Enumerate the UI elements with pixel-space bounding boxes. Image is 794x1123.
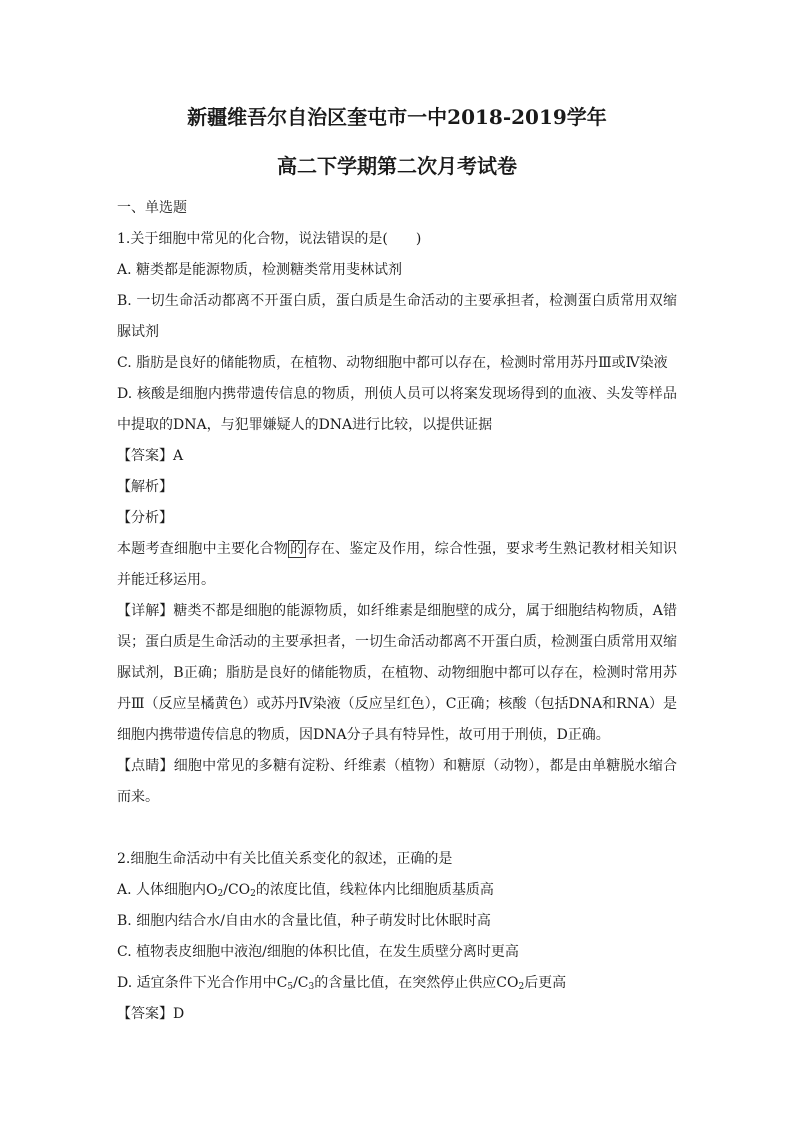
- q1-stem: 1.关于细胞中常见的化合物，说法错误的是( ): [117, 231, 422, 247]
- q1-dianjing: 【点睛】细胞中常见的多糖有淀粉、纤维素（植物）和糖原（动物），都是由单糖脱水缩合而来。: [117, 758, 677, 805]
- q2-a-text-mid: /CO: [223, 882, 251, 898]
- q1-option-b: B. 一切生命活动都离不开蛋白质，蛋白质是生命活动的主要承担者，检测蛋白质常用双缩脲试剂: [117, 293, 677, 340]
- q2-d-text: D. 适宜条件下光合作用中C: [117, 975, 288, 991]
- q2-d-sub2: 3: [308, 982, 315, 992]
- q2-d-sub1: 5: [287, 982, 294, 992]
- exam-title-line1: 新疆维吾尔自治区奎屯市一中2018-2019学年: [187, 105, 607, 129]
- exam-page: [117, 98, 677, 1030]
- q2-answer: 【答案】D: [117, 1006, 185, 1022]
- q1-jiexi-label: 【解析】: [117, 479, 173, 495]
- q1-answer: 【答案】A: [117, 448, 184, 464]
- q1-fenxi-text: [117, 534, 677, 596]
- question-gap: [117, 813, 677, 844]
- fenxi-text-start: 本题考查细胞中主要化合物: [117, 541, 289, 557]
- q1-detail: 【详解】糖类不都是细胞的能源物质，如纤维素是细胞壁的成分，属于细胞结构物质，A错误；蛋白质是生命活动的主要承担者，一切生命活动都离不开蛋白质，检测蛋白质常用双缩脲试剂，B正确；脂肪是良好的储能物质，在植物、动物细胞中都可以存在，检测时常用苏丹Ⅲ（反应呈橘黄色）或苏丹Ⅳ染液（反应呈红色），C正确；核酸（包括DNA和RNA）是细胞内携带遗传信息的物质，因DNA分子具有特异性，故可用于刑侦，D正确。: [117, 603, 677, 743]
- q2-d-text-mid2: 的含量比值，在突然停止供应CO: [314, 975, 519, 991]
- q2-option-c: C. 植物表皮细胞中液泡/细胞的体积比值，在发生质壁分离时更高: [117, 944, 519, 960]
- q2-option-a: [117, 875, 677, 906]
- q1-option-c: C. 脂肪是良好的储能物质，在植物、动物细胞中都可以存在，检测时常用苏丹Ⅲ或Ⅳ染液: [117, 355, 668, 371]
- q2-stem: 2.细胞生命活动中有关比值关系变化的叙述，正确的是: [117, 851, 453, 867]
- q2-a-text: A. 人体细胞内O: [117, 882, 218, 898]
- q1-fenxi-label: 【分析】: [117, 510, 173, 526]
- q2-option-b: B. 细胞内结合水/自由水的含量比值，种子萌发时比休眠时高: [117, 913, 491, 929]
- section-heading: 一、单选题: [117, 200, 187, 216]
- q2-a-sub1: 2: [217, 889, 224, 899]
- q1-option-a: A. 糖类都是能源物质，检测糖类常用斐林试剂: [117, 262, 403, 278]
- q1-option-d: D. 核酸是细胞内携带遗传信息的物质，刑侦人员可以将案发现场得到的血液、头发等样品中提取的DNA，与犯罪嫌疑人的DNA进行比较，以提供证据: [117, 386, 677, 433]
- q2-a-text-end: 的浓度比值，线粒体内比细胞质基质高: [255, 882, 494, 898]
- q2-option-d: [117, 968, 677, 999]
- q2-a-sub2: 2: [250, 889, 256, 899]
- fenxi-text-end: 存在、鉴定及作用，综合性强，要求考生熟记教材相关知识并能迁移运用。: [117, 541, 678, 588]
- fenxi-boxed-char: 的: [290, 541, 305, 557]
- exam-title-line2: 高二下学期第二次月考试卷: [277, 154, 517, 178]
- q2-d-text-end: 后更高: [524, 975, 567, 991]
- q2-d-text-mid: /C: [293, 975, 309, 991]
- q2-d-sub3: 2: [518, 982, 525, 992]
